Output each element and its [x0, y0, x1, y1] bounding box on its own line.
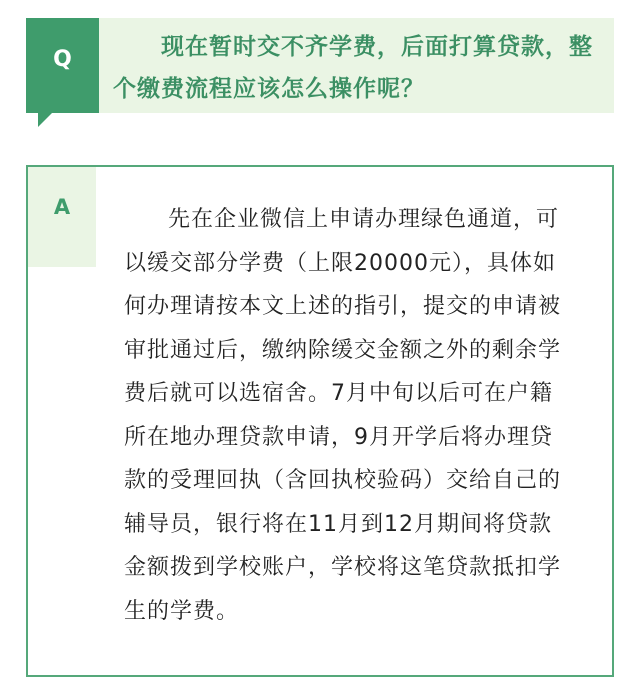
answer-text: 先在企业微信上申请办理绿色通道，可以缓交部分学费（上限20000元），具体如何办理请按本文上述的指引，提交的申请被审批通过后，缴纳除缓交金额之外的剩余学费后就可以选宿舍。7月中旬以后可在户籍所在地办理贷款申请，9月开学后将办理贷款的受理回执（含回执校验码）交给自己的辅导员，银行将在11月到12月期间将贷款金额拨到学校账户，学校将这笔贷款抵扣学生的学费。	[124, 207, 562, 624]
question-text: 现在暂时交不齐学费，后面打算贷款，整个缴费流程应该怎么操作呢？	[113, 34, 593, 102]
answer-badge-letter: A	[53, 195, 71, 219]
question-badge-tail	[38, 113, 52, 127]
question-badge-letter: Q	[53, 46, 72, 72]
